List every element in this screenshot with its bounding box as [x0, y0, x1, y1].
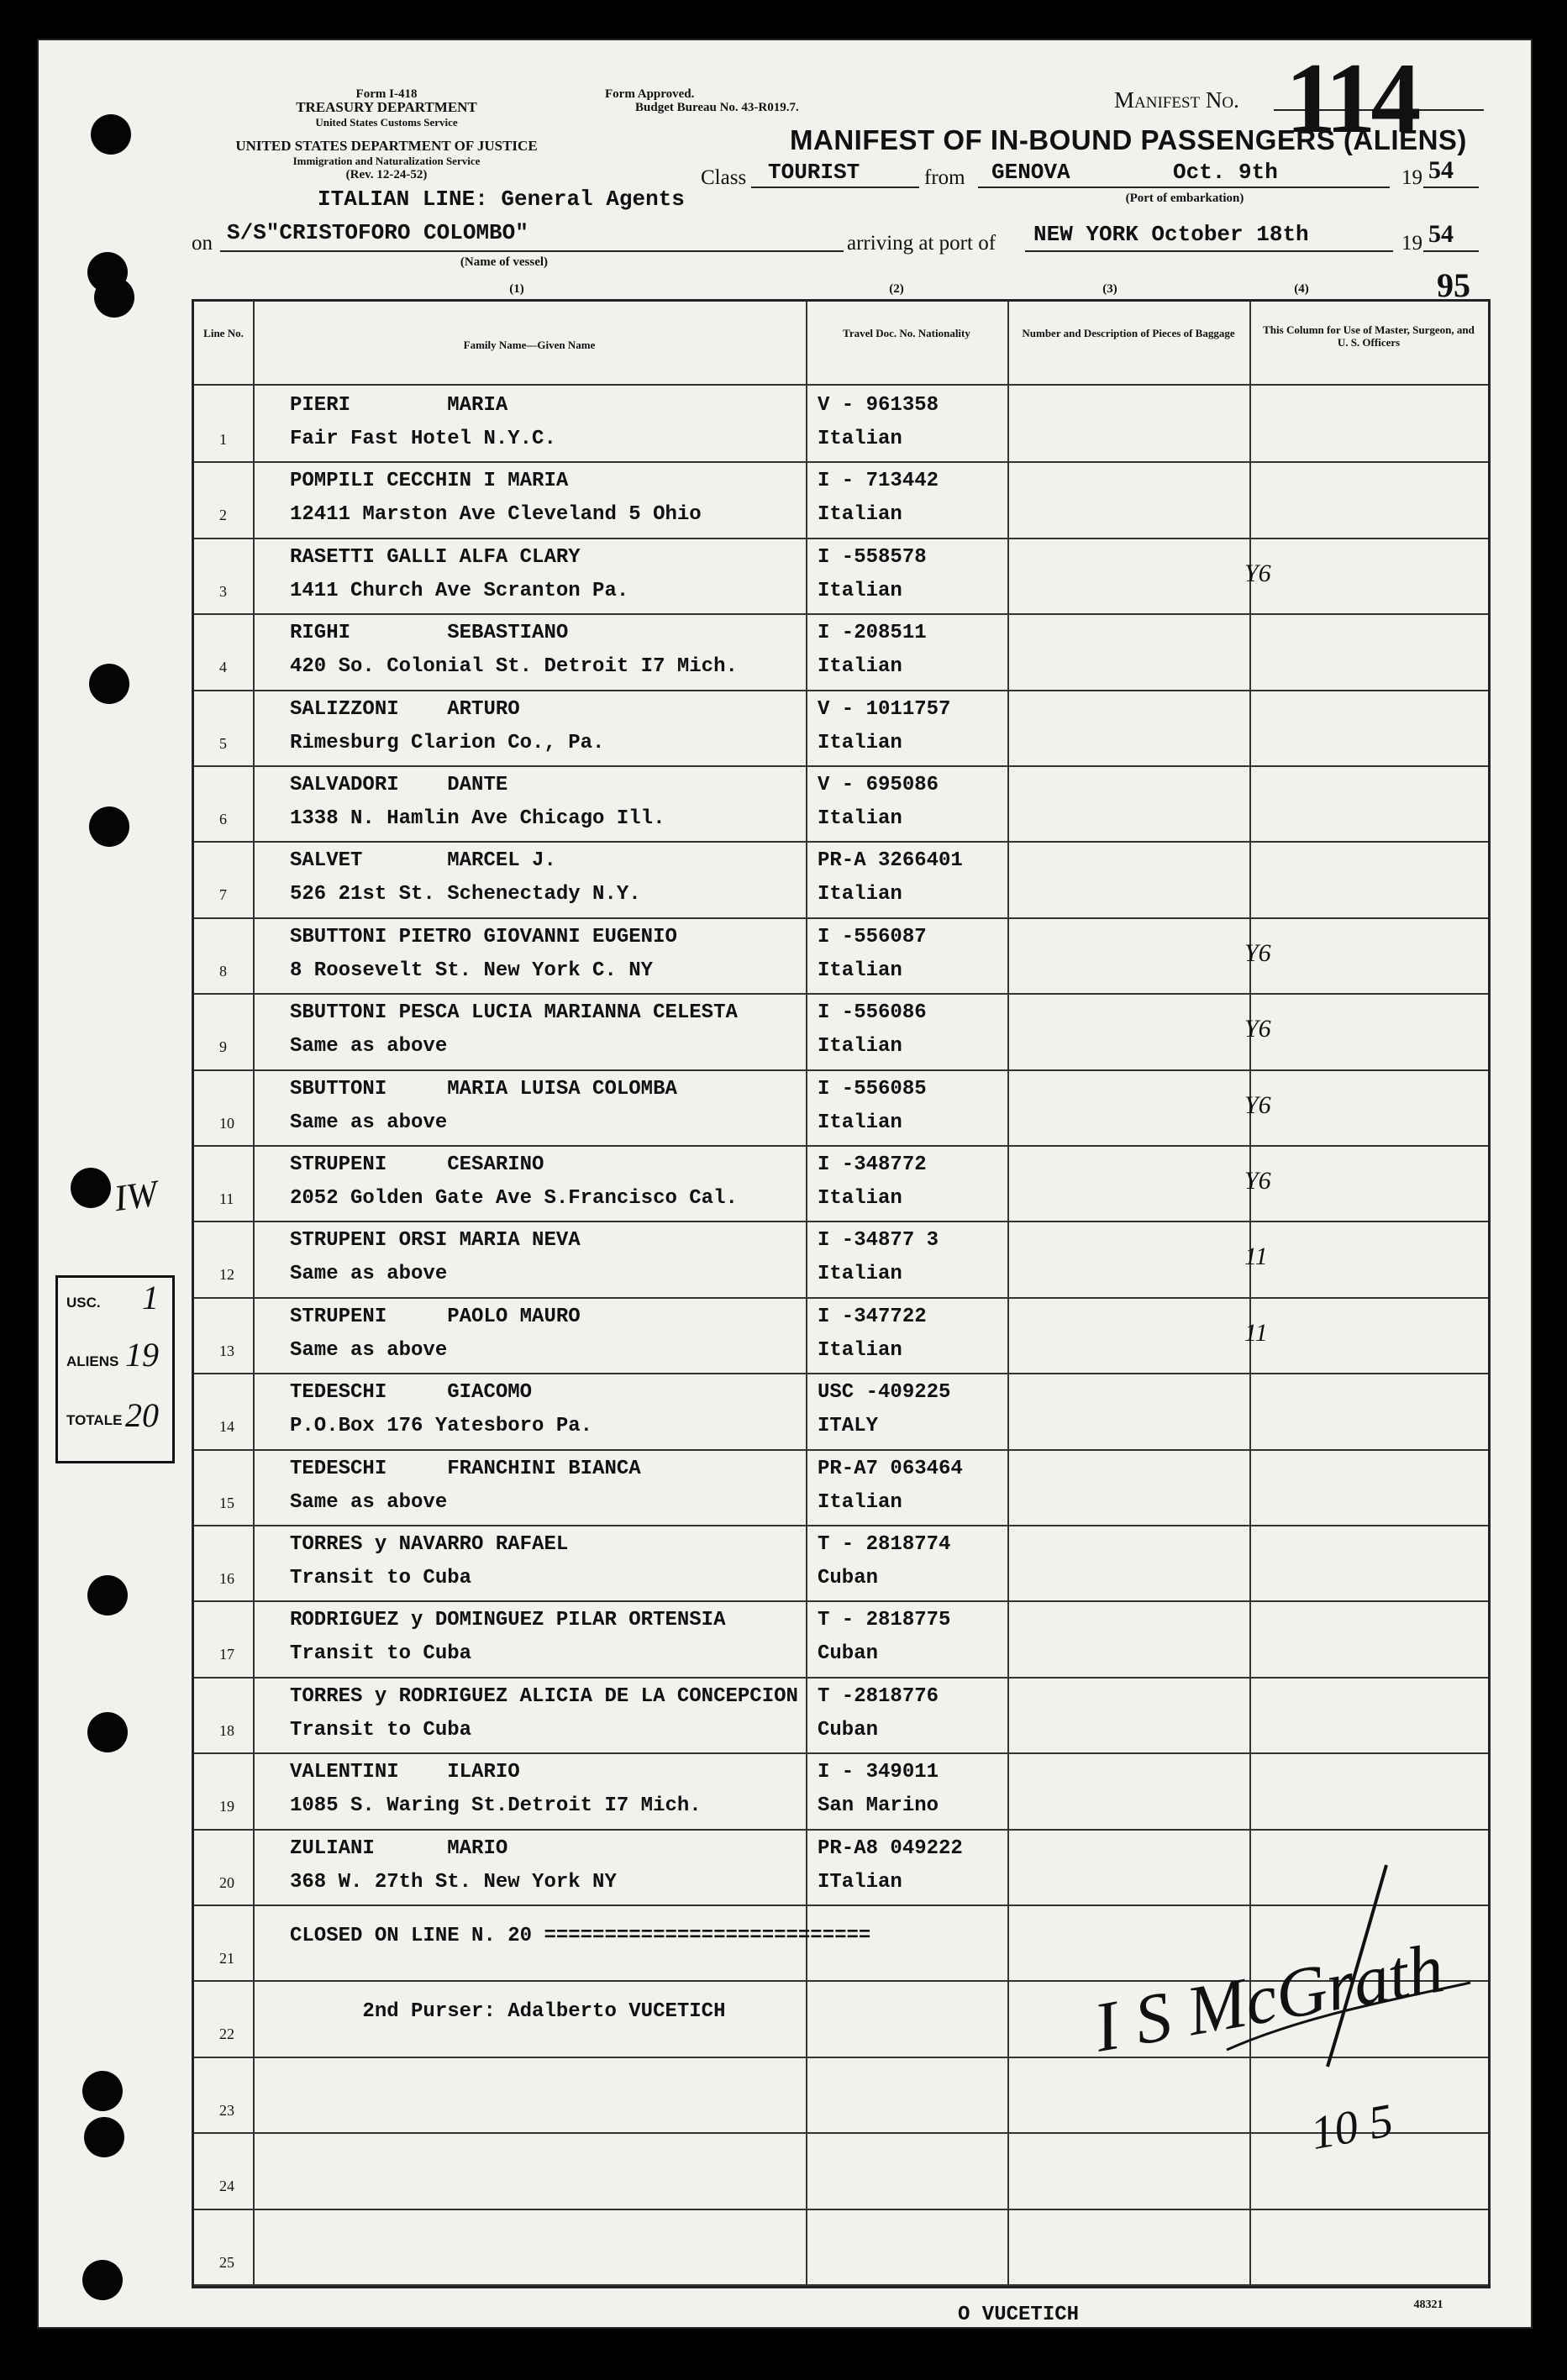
nationality: Italian: [818, 1187, 902, 1210]
line-number: 10: [219, 1114, 234, 1132]
line-number: 11: [219, 1190, 234, 1207]
line-number: 7: [219, 886, 227, 904]
year-prefix: 19: [1401, 166, 1422, 189]
nationality: Italian: [818, 1263, 902, 1286]
usc-value: 1: [142, 1279, 159, 1316]
nationality: San Marino: [818, 1794, 939, 1818]
line-number: 25: [219, 2253, 234, 2271]
from-label: from: [924, 166, 965, 189]
passenger-name: SALVADORI DANTE: [290, 774, 508, 796]
officer-mark: Y6: [1244, 1015, 1271, 1043]
col-head-baggage: Number and Description of Pieces of Baggage: [1022, 327, 1235, 339]
total-value: 20: [125, 1396, 159, 1434]
passenger-address: 1338 N. Hamlin Ave Chicago Ill.: [290, 807, 665, 830]
aliens-label: ALIENS: [66, 1353, 119, 1369]
arrival-year-line: [1423, 250, 1479, 252]
passenger-name: TEDESCHI GIACOMO: [290, 1381, 533, 1405]
passenger-address: Transit to Cuba: [290, 1642, 472, 1666]
travel-doc-no: I -556087: [818, 925, 927, 948]
punch-hole: [91, 114, 131, 155]
page-number: 95: [1437, 266, 1470, 304]
officer-mark: 11: [1244, 1318, 1268, 1347]
line-number: 15: [219, 1494, 234, 1511]
nationality: Cuban: [818, 1718, 879, 1742]
table-row: [194, 917, 1488, 993]
table-row: [194, 1069, 1488, 1145]
embark-date: Oct. 9th: [1173, 160, 1278, 185]
passenger-name: STRUPENI PAOLO MAURO: [290, 1305, 581, 1328]
travel-doc-no: T - 2818774: [818, 1533, 951, 1556]
passenger-name: VALENTINI ILARIO: [290, 1761, 520, 1784]
punch-hole: [87, 1712, 128, 1752]
passenger-address: Rimesburg Clarion Co., Pa.: [290, 731, 605, 754]
general-agents: ITALIAN LINE: General Agents: [318, 187, 685, 212]
line-number: 21: [219, 1950, 234, 1967]
nationality: Cuban: [818, 1567, 879, 1589]
nationality: Italian: [818, 883, 902, 906]
travel-doc-no: PR-A8 049222: [818, 1836, 963, 1860]
nationality: Cuban: [818, 1642, 879, 1666]
manifest-number: 114: [1286, 42, 1417, 154]
nationality: Italian: [818, 1035, 902, 1059]
punch-hole: [94, 277, 134, 318]
nationality: Italian: [818, 655, 902, 679]
line-number: 3: [219, 582, 227, 600]
class-value: TOURIST: [768, 160, 860, 185]
col-index-1: (1): [509, 282, 524, 296]
travel-doc-no: PR-A7 063464: [818, 1457, 963, 1480]
form-approved: Form Approved.: [605, 87, 695, 101]
table-row: [194, 538, 1488, 613]
table-row: [194, 1677, 1488, 1752]
passenger-name: SBUTTONI PIETRO GIOVANNI EUGENIO: [290, 925, 677, 948]
officer-mark: Y6: [1244, 1167, 1271, 1195]
col-head-doc: Travel Doc. No. Nationality: [843, 327, 970, 339]
punch-hole: [82, 2260, 123, 2300]
punch-hole: [89, 806, 129, 847]
line-number: 5: [219, 734, 227, 752]
nationality: ITalian: [818, 1870, 902, 1894]
table-row: [194, 1449, 1488, 1525]
passenger-name: 2nd Purser: Adalberto VUCETICH: [290, 2000, 726, 2024]
line-number: 8: [219, 962, 227, 980]
line-number: 17: [219, 1646, 234, 1663]
line-number: 9: [219, 1038, 227, 1056]
arrival-year-prefix: 19: [1401, 232, 1422, 255]
revision: (Rev. 12-24-52): [345, 168, 428, 181]
punch-hole: [87, 1575, 128, 1616]
tally-box: [55, 1275, 175, 1463]
line-number: 16: [219, 1570, 234, 1587]
table-row: [194, 1373, 1488, 1448]
col-head-name: Family Name—Given Name: [463, 339, 596, 351]
line-number: 14: [219, 1418, 234, 1436]
passenger-name: RODRIGUEZ y DOMINGUEZ PILAR ORTENSIA: [290, 1609, 726, 1632]
officer-mark: Y6: [1244, 1090, 1271, 1119]
class-label: Class: [701, 166, 747, 189]
margin-note: IW: [111, 1172, 160, 1220]
budget-bureau: Budget Bureau No. 43-R019.7.: [635, 101, 799, 114]
nationality: Italian: [818, 428, 902, 450]
punch-hole: [71, 1168, 111, 1208]
passenger-address: 8 Roosevelt St. New York C. NY: [290, 959, 654, 982]
col-head-officers: This Column for Use of Master, Surgeon, and U. S. Officers: [1263, 323, 1475, 349]
arriving-label: arriving at port of: [847, 232, 996, 255]
punch-hole: [82, 2071, 123, 2111]
signature-note: 10 5: [1307, 2094, 1397, 2161]
col-index-3: (3): [1102, 282, 1117, 296]
table-row: [194, 386, 1488, 461]
travel-doc-no: I -556085: [818, 1077, 927, 1101]
officer-signature: I S McGrath: [1088, 1929, 1449, 2067]
table-row: [194, 1221, 1488, 1296]
passenger-name: ZULIANI MARIO: [290, 1836, 508, 1860]
ins-service: Immigration and Naturalization Service: [292, 155, 481, 167]
passenger-name: SBUTTONI PESCA LUCIA MARIANNA CELESTA: [290, 1001, 738, 1025]
class-line: [751, 187, 919, 188]
table-row: [194, 2132, 1488, 2208]
year-suffix: 54: [1428, 156, 1454, 184]
line-number: 13: [219, 1342, 234, 1359]
travel-doc-no: I -208511: [818, 622, 927, 645]
nationality: Italian: [818, 731, 902, 754]
travel-doc-no: V - 695086: [818, 774, 939, 796]
passenger-address: Same as above: [290, 1263, 448, 1286]
travel-doc-no: I -34877 3: [818, 1229, 939, 1253]
passenger-address: 526 21st St. Schenectady N.Y.: [290, 883, 641, 906]
passenger-address: Transit to Cuba: [290, 1718, 472, 1742]
manifest-no-label: Manifest No.: [1114, 87, 1239, 113]
aliens-value: 19: [125, 1336, 159, 1374]
table-row: [194, 993, 1488, 1069]
arrival-year-suffix: 54: [1428, 220, 1454, 248]
line-number: 22: [219, 2025, 234, 2043]
passenger-address: Same as above: [290, 1490, 448, 1514]
passenger-address: Fair Fast Hotel N.Y.C.: [290, 428, 556, 450]
footer-code: 48321: [1413, 2299, 1443, 2311]
line-number: 19: [219, 1798, 234, 1815]
form-number: Form I-418: [355, 87, 418, 101]
passenger-address: 1085 S. Waring St.Detroit I7 Mich.: [290, 1794, 702, 1818]
passenger-address: Transit to Cuba: [290, 1567, 472, 1589]
nationality: Italian: [818, 579, 902, 602]
passenger-address: 12411 Marston Ave Cleveland 5 Ohio: [290, 503, 702, 527]
line-number: 20: [219, 1873, 234, 1891]
officer-mark: 11: [1244, 1243, 1268, 1271]
passenger-name: RIGHI SEBASTIANO: [290, 622, 569, 645]
travel-doc-no: I -348772: [818, 1153, 927, 1176]
total-label: TOTALE: [66, 1412, 123, 1428]
nationality: Italian: [818, 959, 902, 982]
passenger-name: RASETTI GALLI ALFA CLARY: [290, 545, 581, 569]
travel-doc-no: PR-A 3266401: [818, 849, 963, 873]
vessel-line: [220, 250, 844, 252]
travel-doc-no: I - 349011: [818, 1761, 939, 1784]
table-row: [194, 841, 1488, 917]
table-row: [194, 461, 1488, 537]
passenger-name: TORRES y RODRIGUEZ ALICIA DE LA CONCEPCION: [290, 1684, 798, 1708]
usc-label: USC.: [66, 1295, 101, 1311]
travel-doc-no: V - 1011757: [818, 697, 951, 721]
treasury-dept: TREASURY DEPARTMENT: [296, 99, 477, 115]
table-row: [194, 2209, 1488, 2284]
arrival-line: [1025, 250, 1393, 252]
vessel-name: S/S"CRISTOFORO COLOMBO": [227, 220, 528, 245]
officer-mark: Y6: [1244, 559, 1271, 587]
travel-doc-no: T -2818776: [818, 1684, 939, 1708]
punch-hole: [89, 664, 129, 704]
nationality: Italian: [818, 503, 902, 527]
passenger-address: Same as above: [290, 1035, 448, 1059]
line-number: 4: [219, 659, 227, 676]
travel-doc-no: I -347722: [818, 1305, 927, 1328]
nationality: Italian: [818, 1111, 902, 1134]
passenger-name: STRUPENI ORSI MARIA NEVA: [290, 1229, 581, 1253]
line-number: 1: [219, 431, 227, 448]
punch-hole: [84, 2117, 124, 2157]
passenger-name: TEDESCHI FRANCHINI BIANCA: [290, 1457, 641, 1480]
line-number: 23: [219, 2101, 234, 2119]
passenger-name: POMPILI CECCHIN I MARIA: [290, 470, 569, 493]
table-row: [194, 613, 1488, 689]
travel-doc-no: I - 713442: [818, 470, 939, 493]
doj: UNITED STATES DEPARTMENT OF JUSTICE: [235, 138, 538, 154]
travel-doc-no: USC -409225: [818, 1381, 951, 1405]
table-row: [194, 1752, 1488, 1828]
passenger-name: PIERI MARIA: [290, 394, 508, 417]
nationality: Italian: [818, 1490, 902, 1514]
manifest-title: MANIFEST OF IN-BOUND PASSENGERS (ALIENS): [790, 124, 1467, 155]
nationality: Italian: [818, 1338, 902, 1362]
travel-doc-no: I -558578: [818, 545, 927, 569]
signature-stroke: [1176, 1848, 1512, 2100]
customs-service: United States Customs Service: [315, 116, 458, 129]
passenger-address: 1411 Church Ave Scranton Pa.: [290, 579, 629, 602]
passenger-address: Same as above: [290, 1338, 448, 1362]
passenger-name: STRUPENI CESARINO: [290, 1153, 544, 1176]
passenger-name: SBUTTONI MARIA LUISA COLOMBA: [290, 1077, 677, 1101]
travel-doc-no: V - 961358: [818, 394, 939, 417]
passenger-address: P.O.Box 176 Yatesboro Pa.: [290, 1415, 593, 1438]
travel-doc-no: T - 2818775: [818, 1609, 951, 1632]
table-row: [194, 1145, 1488, 1221]
passenger-address: Same as above: [290, 1111, 448, 1134]
on-label: on: [192, 232, 213, 255]
table-row: [194, 1525, 1488, 1600]
vessel-label: (Name of vessel): [460, 255, 549, 269]
from-line: [978, 187, 1390, 188]
passenger-name: CLOSED ON LINE N. 20 ===========================: [290, 1925, 871, 1947]
passenger-address: 420 So. Colonial St. Detroit I7 Mich.: [290, 655, 738, 679]
col-index-4: (4): [1294, 282, 1309, 296]
table-row: [194, 690, 1488, 765]
col-index-2: (2): [889, 282, 904, 296]
table-row: [194, 1600, 1488, 1676]
passenger-address: 368 W. 27th St. New York NY: [290, 1870, 617, 1894]
year-line: [1423, 187, 1479, 188]
passenger-name: TORRES y NAVARRO RAFAEL: [290, 1533, 569, 1556]
nationality: Italian: [818, 807, 902, 830]
port-embarkation-label: (Port of embarkation): [1125, 192, 1244, 205]
col-head-line-no: Line No.: [203, 327, 244, 339]
line-number: 24: [219, 2178, 234, 2195]
table-row: [194, 765, 1488, 841]
nationality: ITALY: [818, 1415, 879, 1438]
footer-stamp: O VUCETICH: [958, 2304, 1080, 2326]
line-number: 12: [219, 1266, 234, 1284]
from-port: GENOVA: [991, 160, 1070, 185]
passenger-address: 2052 Golden Gate Ave S.Francisco Cal.: [290, 1187, 738, 1210]
passenger-name: SALVET MARCEL J.: [290, 849, 556, 873]
row-divider: [194, 2284, 1488, 2286]
officer-mark: Y6: [1244, 938, 1271, 967]
arrival-port: NEW YORK October 18th: [1033, 222, 1309, 247]
line-number: 18: [219, 1721, 234, 1739]
passenger-name: SALIZZONI ARTURO: [290, 697, 520, 721]
travel-doc-no: I -556086: [818, 1001, 927, 1025]
line-number: 2: [219, 507, 227, 524]
line-number: 6: [219, 811, 227, 827]
table-row: [194, 1297, 1488, 1373]
